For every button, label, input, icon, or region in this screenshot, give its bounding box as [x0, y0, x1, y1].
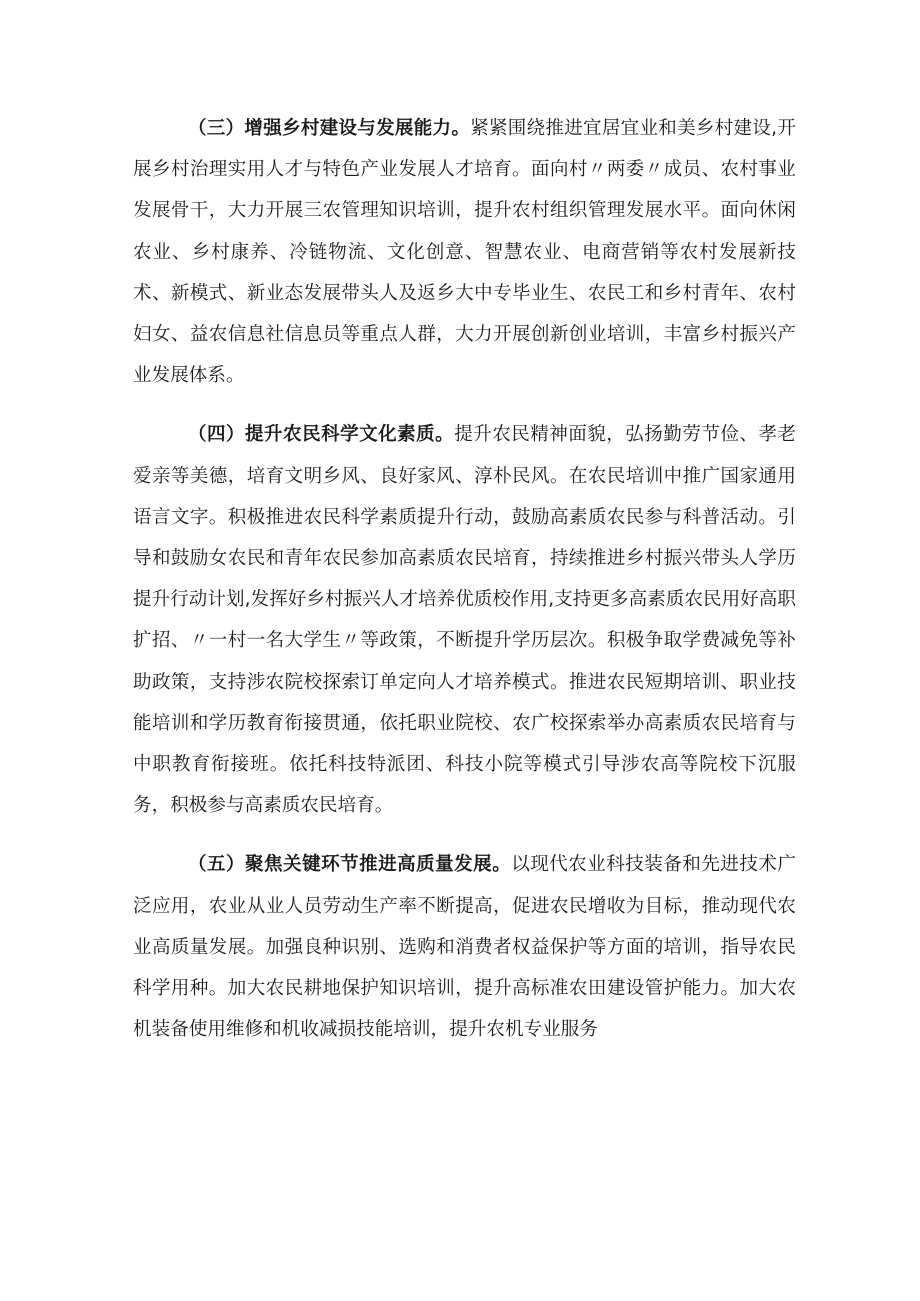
paragraph-body: 紧紧围绕推进宜居宜业和美乡村建设,开展乡村治理实用人才与特色产业发展人才培育。面向村〃两委〃成员、农村事业发展骨干，大力开展三农管理知识培训，提升农村组织管理发展水平。面向休闲农业、乡村康养、冷链物流、文化创意、智慧农业、电商营销等农村发展新技术、新模式、新业态发展带头人及返乡大中专毕业生、农民工和乡村青年、农村妇女、益农信息社信息员等重点人群，大力开展创新创业培训，丰富乡村振兴产业发展体系。 [133, 118, 796, 387]
paragraph-heading: （四）提升农民科学文化素质。 [188, 424, 455, 446]
paragraph-4 [133, 414, 796, 826]
paragraph-body: 提升农民精神面貌，弘扬勤劳节俭、孝老爱亲等美德，培育文明乡风、良好家风、淳朴民风。在农民培训中推广国家通用语言文字。积极推进农民科学素质提升行动，鼓励高素质农民参与科普活动。引导和鼓励女农民和青年农民参加高素质农民培育，持续推进乡村振兴带头人学历提升行动计划,发挥好乡村振兴人才培养优质校作用,支持更多高素质农民用好高职扩招、〃一村一名大学生〃等政策，不断提升学历层次。积极争取学费减免等补助政策，支持涉农院校探索订单定向人才培养模式。推进农民短期培训、职业技能培训和学历教育衔接贯通，依托职业院校、农广校探索举办高素质农民培育与中职教育衔接班。依托科技特派团、科技小院等模式引导涉农高等院校下沉服务，积极参与高素质农民培育。 [133, 424, 796, 817]
paragraph-heading: （三）增强乡村建设与发展能力。 [188, 118, 471, 139]
paragraph-body: 以现代农业科技装备和先进技术广泛应用，农业从业人员劳动生产率不断提高，促进农民增收为目标，推动现代农业高质量发展。加强良种识别、选购和消费者权益保护等方面的培训，指导农民科学用种。加大农民耕地保护知识培训，提升高标准农田建设管护能力。加大农机装备使用维修和机收减损技能培训，提升农机专业服务 [133, 854, 796, 1041]
paragraph-3 [133, 108, 796, 396]
paragraph-heading: （五）聚焦关键环节推进高质量发展。 [188, 854, 512, 876]
paragraph-5 [133, 844, 796, 1050]
